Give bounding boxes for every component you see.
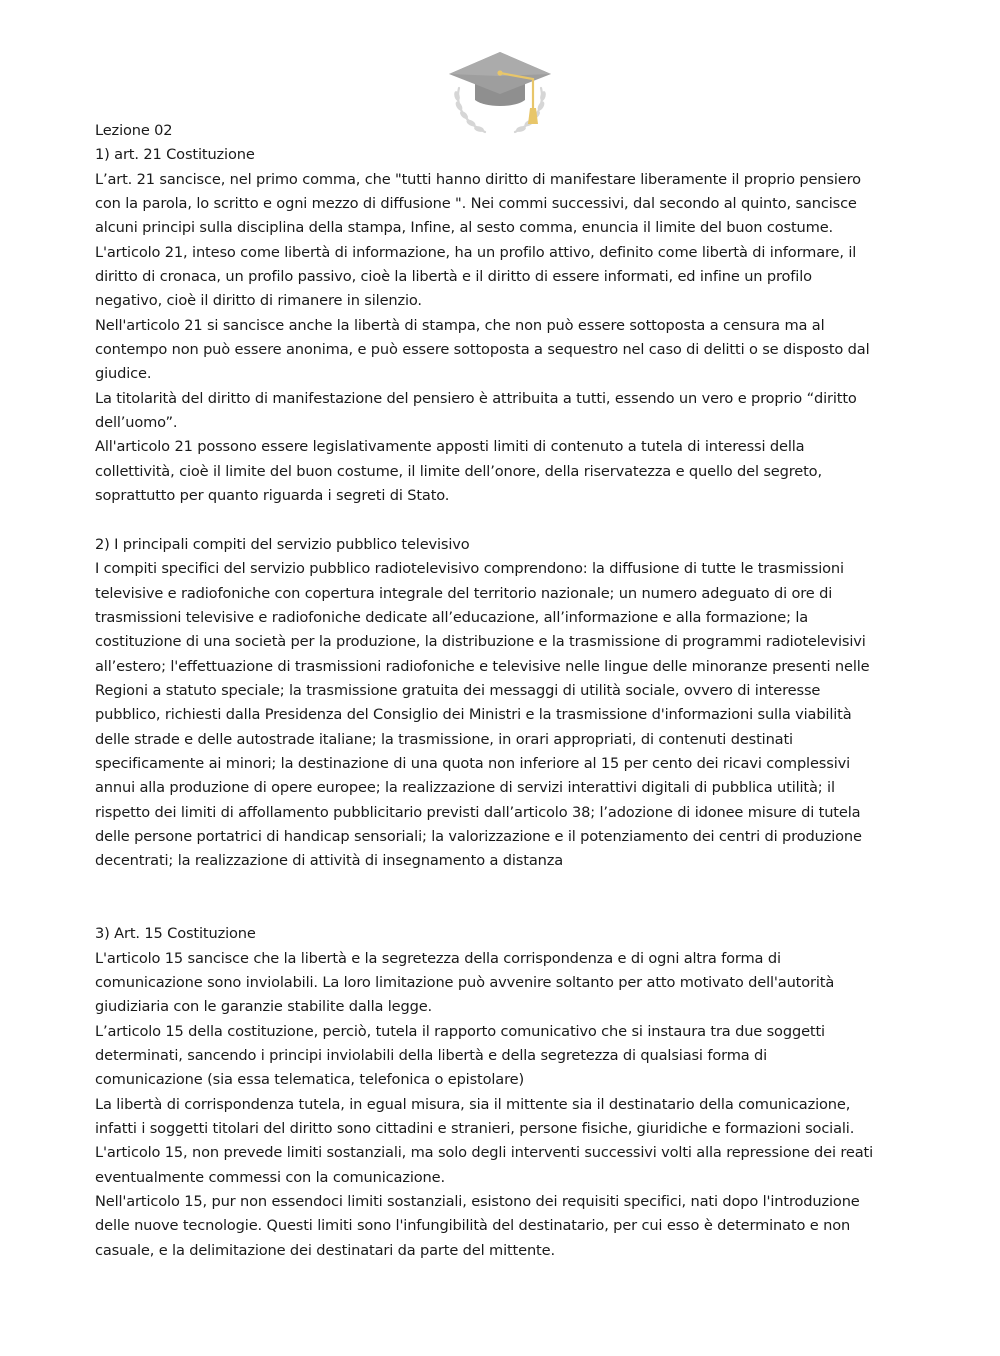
document-line: Lezione 02: [95, 122, 173, 139]
document-line: dell’uomo”.: [95, 414, 178, 432]
blank-line: [95, 874, 915, 898]
document-line: All'articolo 21 possono essere legislativamente apposti limiti di contenuto a tutela di interessi della: [95, 438, 805, 456]
document-line: specificamente ai minori; la destinazione di una quota non inferiore al 15 per cento dei ricavi complessivi: [95, 754, 850, 772]
document-line: La titolarità del diritto di manifestazione del pensiero è attribuita a tutti, essendo un vero e proprio “diritto: [95, 389, 857, 407]
document-line: L’articolo 15 della costituzione, perciò, tutela il rapporto comunicativo che si instaura tra due soggetti: [95, 1022, 825, 1040]
document-line: costituzione di una società per la produzione, la distribuzione e la trasmissione di programmi radiotelevisivi: [95, 633, 866, 651]
document-line: 3) Art. 15 Costituzione: [95, 925, 256, 943]
document-line: con la parola, lo scritto e ogni mezzo di diffusione ". Nei commi successivi, dal secondo al quinto, sancisce: [95, 195, 857, 213]
blank-line: [95, 898, 915, 922]
document-line: 1) art. 21 Costituzione: [95, 146, 255, 164]
document-line: casuale, e la delimitazione dei destinatari da parte del mittente.: [95, 1241, 555, 1259]
document-line: giudice.: [95, 365, 152, 383]
document-line: diritto di cronaca, un profilo passivo, cioè la libertà e il diritto di essere informati, ed infine un profilo: [95, 268, 812, 286]
document-line: pubblico, richiesti dalla Presidenza del Consiglio dei Ministri e la trasmissione d'informazioni sulla viabilità: [95, 706, 852, 724]
document-line: Regioni a statuto speciale; la trasmissione gratuita dei messaggi di utilità sociale, ovvero di interesse: [95, 681, 821, 699]
document-line: decentrati; la realizzazione di attività di insegnamento a distanza: [95, 852, 564, 870]
document-line: L’art. 21 sancisce, nel primo comma, che "tutti hanno diritto di manifestare liberamente il proprio pensiero: [95, 170, 861, 188]
document-line: determinati, sancendo i principi inviolabili della libertà e della segretezza di qualsiasi forma di: [95, 1047, 768, 1065]
document-line: L'articolo 15 sancisce che la libertà e la segretezza della corrispondenza e di ogni altra forma di: [95, 949, 781, 967]
document-line: eventualmente commessi con la comunicazione.: [95, 1168, 445, 1186]
document-line: rispetto dei limiti di affollamento pubblicitario previsti dall’articolo 38; l’adozione di idonee misure di tutela: [95, 803, 861, 821]
document-line: infatti i soggetti titolari del diritto sono cittadini e stranieri, persone fisiche, giuridiche e formazioni sociali.: [95, 1120, 855, 1138]
document-line: delle strade e delle autostrade italiane; la trasmissione, in orari appropriati, di contenuti destinati: [95, 730, 793, 748]
document-line: annui alla produzione di opere europee; la realizzazione di servizi interattivi digitali di pubblica utilità; il: [95, 779, 835, 797]
document-line: comunicazione (sia essa telematica, telefonica o epistolare): [95, 1071, 524, 1089]
document-line: televisive e radiofoniche con copertura integrale del territorio nazionale; un numero adeguato di ore di: [95, 584, 833, 602]
document-line: Nell'articolo 21 si sancisce anche la libertà di stampa, che non può essere sottoposta a censura ma al: [95, 316, 825, 334]
document-line: trasmissioni televisive e radiofoniche dedicate all’educazione, all’informazione e alla formazione; la: [95, 608, 809, 626]
document-line: delle nuove tecnologie. Questi limiti sono l'infungibilità del destinatario, per cui esso è determinato e non: [95, 1217, 851, 1235]
document-line: La libertà di corrispondenza tutela, in egual misura, sia il mittente sia il destinatario della comunicazione,: [95, 1095, 851, 1113]
document-line: comunicazione sono inviolabili. La loro limitazione può avvenire soltanto per atto motivato dell'autorità: [95, 974, 835, 992]
document-line: soprattutto per quanto riguarda i segreti di Stato.: [95, 487, 450, 505]
document-line: alcuni principi sulla disciplina della stampa, Infine, al sesto comma, enuncia il limite del buon costume.: [95, 219, 834, 237]
document-line: I compiti specifici del servizio pubblico radiotelevisivo comprendono: la diffusione di tutte le trasmissioni: [95, 560, 844, 578]
document-line: negativo, cioè il diritto di rimanere in silenzio.: [95, 292, 422, 310]
document-line: giudiziaria con le garanzie stabilite dalla legge.: [95, 998, 433, 1016]
blank-line: [95, 509, 915, 533]
document-line: contempo non può essere anonima, e può essere sottoposta a sequestro nel caso di delitti o se disposto dal: [95, 341, 870, 359]
document-line: Nell'articolo 15, pur non essendoci limiti sostanziali, esistono dei requisiti specifici, nati dopo l'introduzione: [95, 1193, 860, 1211]
document-line: delle persone portatrici di handicap sensoriali; la valorizzazione e il potenziamento dei centri di produzione: [95, 827, 862, 845]
document-line: L'articolo 21, inteso come libertà di informazione, ha un profilo attivo, definito come libertà di informare, il: [95, 243, 857, 261]
document-line: L'articolo 15, non prevede limiti sostanziali, ma solo degli interventi successivi volti alla repressione dei reati: [95, 1144, 873, 1162]
document-line: all’estero; l'effettuazione di trasmissioni radiofoniche e televisive nelle lingue delle minoranze presenti nelle: [95, 657, 870, 675]
document-body: [95, 119, 915, 1263]
document-line: 2) I principali compiti del servizio pubblico televisivo: [95, 535, 470, 553]
document-line: collettività, cioè il limite del buon costume, il limite dell’onore, della riservatezza e quello del segreto,: [95, 462, 822, 480]
